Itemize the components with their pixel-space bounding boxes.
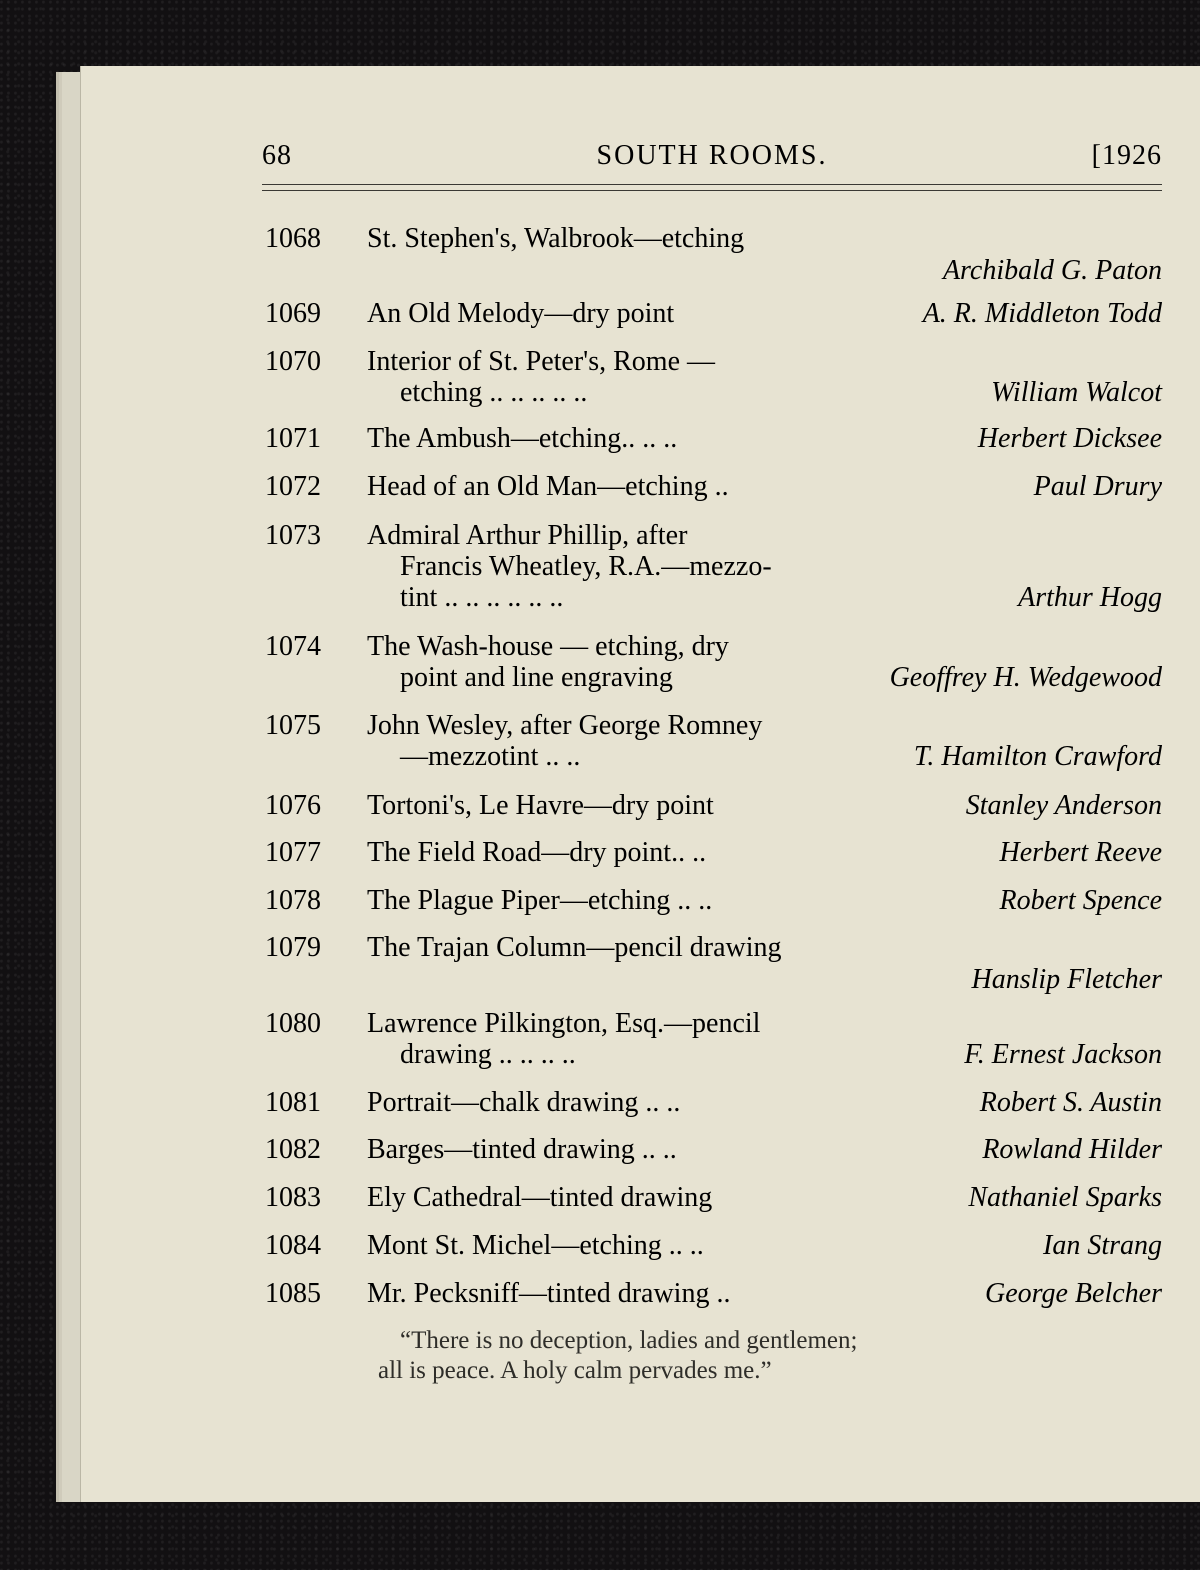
catalogue-entry — [262, 1134, 1162, 1166]
entry-number: 1082 — [265, 1134, 321, 1165]
entry-title: Mont St. Michel—etching .. .. — [367, 1230, 704, 1261]
entry-title-continued: etching .. .. .. .. .. — [400, 377, 588, 408]
entry-title: Portrait—chalk drawing .. .. — [367, 1087, 681, 1118]
entry-number: 1083 — [265, 1182, 321, 1213]
entry-artist: Hanslip Fletcher — [971, 964, 1162, 995]
entry-artist: A. R. Middleton Todd — [922, 298, 1162, 329]
entry-title: An Old Melody—dry point — [367, 298, 675, 329]
catalogue-entry — [262, 710, 1162, 774]
entry-artist: George Belcher — [985, 1278, 1162, 1309]
entry-artist: Archibald G. Paton — [942, 255, 1162, 286]
quote-line-2: all is peace. A holy calm pervades me.” — [378, 1357, 772, 1384]
entry-title-continued: point and line engraving — [400, 662, 673, 693]
catalogue-entry — [262, 223, 1162, 289]
quote-line-1: “There is no deception, ladies and gentlemen; — [400, 1327, 858, 1354]
entry-artist: T. Hamilton Crawford — [913, 741, 1162, 772]
entry-artist: Herbert Dicksee — [977, 423, 1162, 454]
catalogue-entry — [262, 790, 1162, 822]
header-rule-bottom — [262, 190, 1162, 191]
catalogue-entry — [262, 1278, 1162, 1310]
entry-title: Barges—tinted drawing .. .. — [367, 1134, 677, 1165]
entry-artist: Arthur Hogg — [1018, 582, 1162, 613]
entry-number: 1077 — [265, 837, 321, 868]
entry-artist: Robert Spence — [999, 885, 1162, 916]
entry-number: 1085 — [265, 1278, 321, 1309]
entry-number: 1075 — [265, 710, 321, 741]
entry-artist: Stanley Anderson — [965, 790, 1162, 821]
catalogue-entry — [262, 298, 1162, 330]
entry-number: 1079 — [265, 932, 321, 963]
entry-title: The Trajan Column—pencil drawing — [367, 932, 782, 963]
entry-title: Tortoni's, Le Havre—dry point — [367, 790, 714, 821]
entry-title: Lawrence Pilkington, Esq.—pencil — [367, 1008, 761, 1039]
entry-number: 1074 — [265, 631, 321, 662]
closing-quotation — [378, 1326, 857, 1386]
entry-number: 1069 — [265, 298, 321, 329]
header-rule-top — [262, 184, 1162, 185]
catalogue-entry — [262, 1008, 1162, 1072]
entry-artist: Ian Strang — [1043, 1230, 1162, 1261]
entry-title: The Field Road—dry point.. .. — [367, 837, 707, 868]
entry-title-continued: —mezzotint .. .. — [400, 741, 581, 772]
entry-title: The Wash-house — etching, dry — [367, 631, 729, 662]
catalogue-entry — [262, 837, 1162, 869]
entry-title-continued: tint .. .. .. .. .. .. — [400, 582, 564, 613]
entry-number: 1078 — [265, 885, 321, 916]
entry-number: 1071 — [265, 423, 321, 454]
catalogue-entry — [262, 346, 1162, 410]
entry-title: Admiral Arthur Phillip, after — [367, 520, 688, 551]
entry-title: The Ambush—etching.. .. .. — [367, 423, 678, 454]
entry-title: St. Stephen's, Walbrook—etching — [367, 223, 745, 254]
entry-artist: Rowland Hilder — [982, 1134, 1162, 1165]
entry-artist: Robert S. Austin — [979, 1087, 1162, 1118]
catalogue-entry — [262, 1182, 1162, 1214]
entry-number: 1070 — [265, 346, 321, 377]
entry-number: 1072 — [265, 471, 321, 502]
entry-artist: Herbert Reeve — [999, 837, 1162, 868]
catalogue-entry — [262, 1230, 1162, 1262]
catalogue-entry — [262, 885, 1162, 917]
entry-number: 1084 — [265, 1230, 321, 1261]
entry-title-continued: drawing .. .. .. .. — [400, 1039, 576, 1070]
entry-title: Interior of St. Peter's, Rome — — [367, 346, 715, 377]
catalogue-entry — [262, 1087, 1162, 1119]
entry-artist: Geoffrey H. Wedgewood — [889, 662, 1162, 693]
header-year: [1926 — [1091, 140, 1162, 171]
entry-artist: F. Ernest Jackson — [964, 1039, 1162, 1070]
page-number: 68 — [262, 140, 292, 171]
entry-title-continued: Francis Wheatley, R.A.—mezzo- — [400, 551, 772, 582]
entry-number: 1076 — [265, 790, 321, 821]
section-title: SOUTH ROOMS. — [596, 140, 828, 171]
entry-title: Ely Cathedral—tinted drawing — [367, 1182, 713, 1213]
entry-title: John Wesley, after George Romney — [367, 710, 763, 741]
catalogue-entry — [262, 520, 1162, 616]
entry-number: 1068 — [265, 223, 321, 254]
entry-number: 1073 — [265, 520, 321, 551]
entry-number: 1081 — [265, 1087, 321, 1118]
entry-artist: Nathaniel Sparks — [968, 1182, 1162, 1213]
running-header — [262, 140, 1162, 180]
entry-artist: William Walcot — [991, 377, 1162, 408]
catalogue-entry — [262, 423, 1162, 455]
entry-title: The Plague Piper—etching .. .. — [367, 885, 713, 916]
entry-number: 1080 — [265, 1008, 321, 1039]
entry-title: Mr. Pecksniff—tinted drawing .. — [367, 1278, 731, 1309]
catalogue-entry — [262, 932, 1162, 996]
entry-title: Head of an Old Man—etching .. — [367, 471, 729, 502]
catalogue-entry — [262, 471, 1162, 503]
catalogue-entry — [262, 631, 1162, 695]
entry-artist: Paul Drury — [1033, 471, 1162, 502]
